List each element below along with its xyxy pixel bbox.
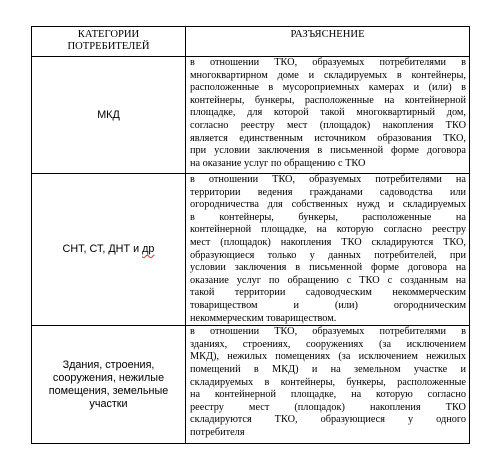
table-row-buildings <box>32 326 470 444</box>
description-line: некоммерческим товариществом. <box>190 312 337 324</box>
category-line: участки <box>89 397 128 410</box>
description-line: на контейнерной площадке, на которую согласно <box>190 389 466 401</box>
description-line: реестру мест (площадок) накопления ТКО <box>190 401 466 413</box>
description-line: такой территории садоводческим некоммерческим <box>190 287 466 299</box>
description-line: товариществом и (или) огородническим <box>190 299 466 311</box>
category-line: помещения, земельные <box>48 384 169 397</box>
description-line: расположенные в мусороприемных камерах и (или) в <box>190 82 466 94</box>
category-line: Здания, строения, <box>62 358 155 371</box>
header-categories <box>32 27 186 57</box>
category-line: сооружения, нежилые <box>52 371 165 384</box>
description-line: в контейнеры, бункеры, расположенные на <box>190 211 466 223</box>
description-line: в отношении ТКО, образуемых потребителями на <box>190 174 466 185</box>
category-cell <box>32 57 186 174</box>
header-categories-line2: ПОТРЕБИТЕЛЕЙ <box>67 41 150 52</box>
description-line: площадке, для которой такой многоквартирный дом, <box>190 107 466 119</box>
header-categories-line1: КАТЕГОРИИ <box>77 29 140 40</box>
description-line: согласно реестру мест (площадок) накопления ТКО <box>190 119 466 131</box>
description-line: на оказание услуг по обращению с ТКО <box>190 157 366 169</box>
description-line: складируются ТКО, образующиеся у одного <box>190 414 466 426</box>
document-page <box>31 26 469 444</box>
description-line: зданиях, строениях, сооружениях (за исключением <box>190 338 466 350</box>
category-text: СНТ, СТ, ДНТ и <box>62 243 143 256</box>
description-line: контейнерной площадке, на которую согласно реестру <box>190 224 466 236</box>
description-line: контейнеры, бункеры, расположенные на контейнерной <box>190 94 466 106</box>
description-line: МКД), нежилых помещениях (за исключением нежилых <box>190 351 466 363</box>
category-line: МКД <box>97 108 120 121</box>
description-cell <box>186 174 470 326</box>
description-line: при условии заключения в письменной форме договора <box>190 145 466 157</box>
description-line: является единственным источником образования ТКО, <box>190 132 466 144</box>
description-line: территории ведения гражданами садоводства или <box>190 186 466 198</box>
consumer-categories-table <box>31 26 470 444</box>
description-line: складируемых в контейнеры, бункеры, расположенные <box>190 376 466 388</box>
description-line: мест (площадок) накопления ТКО складируются ТКО, <box>190 236 466 248</box>
description-cell <box>186 326 470 444</box>
description-line: огородничества для собственных нужд и складируемых <box>190 199 466 211</box>
table-header-row <box>32 27 470 57</box>
description-line: в отношении ТКО, образуемых потребителями в <box>190 57 466 68</box>
description-line: оказание услуг по обращению с ТКО с созданным на <box>190 274 466 286</box>
table-row-mkd <box>32 57 470 174</box>
table-row-snt <box>32 174 470 326</box>
category-cell <box>32 174 186 326</box>
description-line: в отношении ТКО, образуемых потребителями в <box>190 326 466 338</box>
category-cell <box>32 326 186 444</box>
description-line: образующиеся только у данных потребителей, при <box>190 249 466 261</box>
description-line: условии заключения в письменной форме договора на <box>190 262 466 274</box>
description-line: многоквартирном доме и складируемых в контейнеры, <box>190 69 466 81</box>
spellcheck-underlined-word: др <box>142 243 155 256</box>
description-cell <box>186 57 470 174</box>
description-line: помещений в МКД) и на земельном участке и <box>190 363 466 375</box>
description-line: потребителя <box>190 426 245 438</box>
header-explanation: РАЗЪЯСНЕНИЕ <box>186 27 470 57</box>
